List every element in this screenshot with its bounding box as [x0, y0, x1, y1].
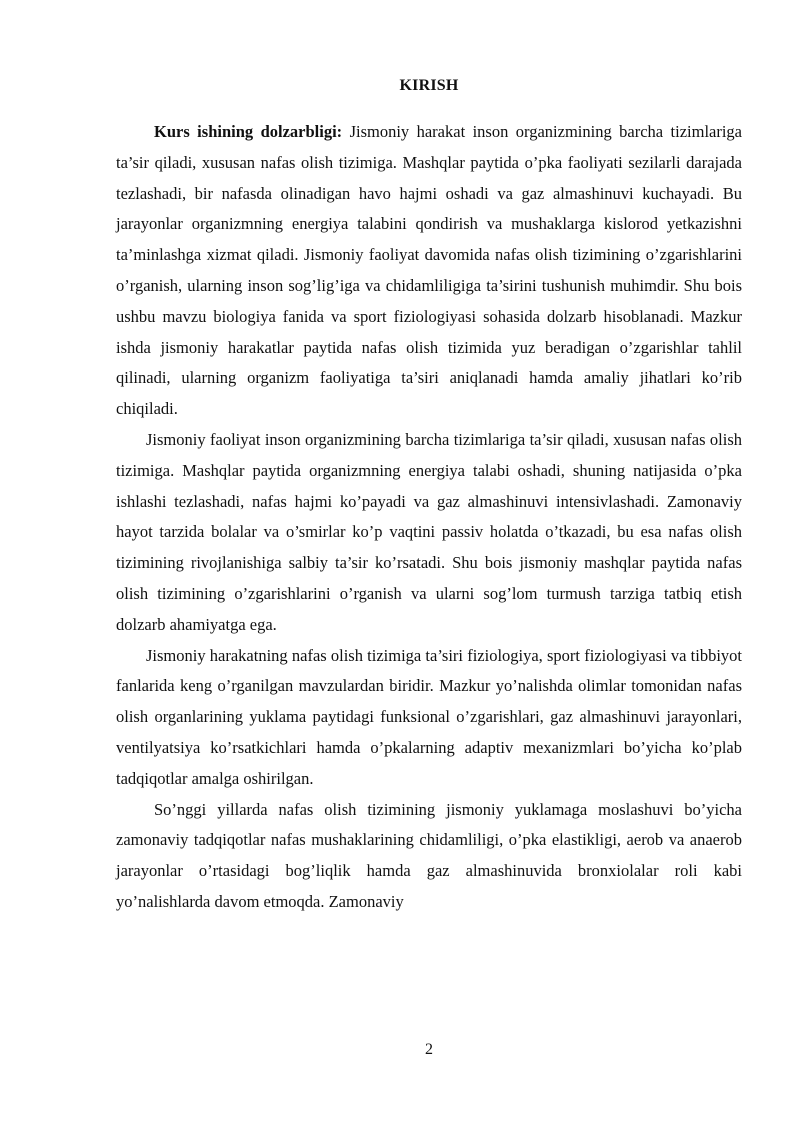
- page-number: 2: [425, 1041, 433, 1058]
- paragraph: Jismoniy harakatning nafas olish tizimiga ta’siri fiziologiya, sport fiziologiyasi va tibbiyot fanlarida keng o’rganilgan mavzulardan biridir. Mazkur yo’nalishda olimlar tomonidan nafas olish organlarining yuklama paytidagi funksional o’zgarishlari, gaz almashinuvi jarayonlari, ventilyatsiya ko’rsatkichlari hamda o’pkalarning adaptiv mexanizmlari bo’yicha ko’plab tadqiqotlar amalga oshirilgan.: [116, 645, 742, 788]
- section-heading: KIRISH: [399, 77, 459, 94]
- paragraph: Jismoniy faoliyat inson organizmining barcha tizimlariga ta’sir qiladi, xususan nafas olish tizimiga. Mashqlar paytida organizmning energiya talabi oshadi, shuning natijasida o’pka ishlashi tezlashadi, nafas hajmi ko’payadi va gaz almashinuvi intensivlashadi. Zamonaviy hayot tarzida bolalar va o’smirlar ko’p vaqtini passiv holatda o’tkazadi, bu esa nafas olish tizimining rivojlanishiga salbiy ta’sir ko’rsatadi. Shu bois jismoniy mashqlar paytida nafas olish tizimining o’zgarishlarini o’rganish va ularni sog’lom turmush tarziga tatbiq etish dolzarb ahamiyatga ega.: [116, 429, 742, 634]
- paragraph-lead: Kurs ishining dolzarbligi:: [154, 122, 343, 141]
- paragraph-relevance: [116, 117, 742, 425]
- paragraph: So’nggi yillarda nafas olish tizimining jismoniy yuklamaga moslashuvi bo’yicha zamonaviy tadqiqotlar nafas mushaklarining chidamliligi, o’pka elastikligi, aerob va anaerob jarayonlar o’rtasidagi bog’liqlik hamda gaz almashinuvida bronxiolalar roli kabi yo’nalishlarda davom etmoqda. Zamonaviy: [116, 799, 742, 911]
- paragraph-text: Jismoniy harakat inson organizmining barcha tizimlariga ta’sir qiladi, xususan nafas olish tizimiga. Mashqlar paytida o’pka faoliyati sezilarli darajada tezlashadi, bir nafasda olinadigan havo hajmi oshadi va gaz almashinuvi kuchayadi. Bu jarayonlar organizmning energiya talabini qondirish va mushaklarga kislorod yetkazishni ta’minlashga xizmat qiladi. Jismoniy faoliyat davomida nafas olish tizimining o’zgarishlarini o’rganish, ularning inson sog’lig’iga va chidamliligiga ta’sirini tushunish muhimdir. Shu bois ushbu mavzu biologiya fanida va sport fiziologiyasi sohasida dolzarb hisoblanadi. Mazkur ishda jismoniy harakatlar paytida nafas olish tizimida yuz beradigan o’zgarishlar tahlil qilinadi, ularning organizm faoliyatiga ta’siri aniqlanadi hamda amaliy jihatlari ko’rib chiqiladi.: [116, 122, 742, 419]
- body-text: [116, 117, 742, 918]
